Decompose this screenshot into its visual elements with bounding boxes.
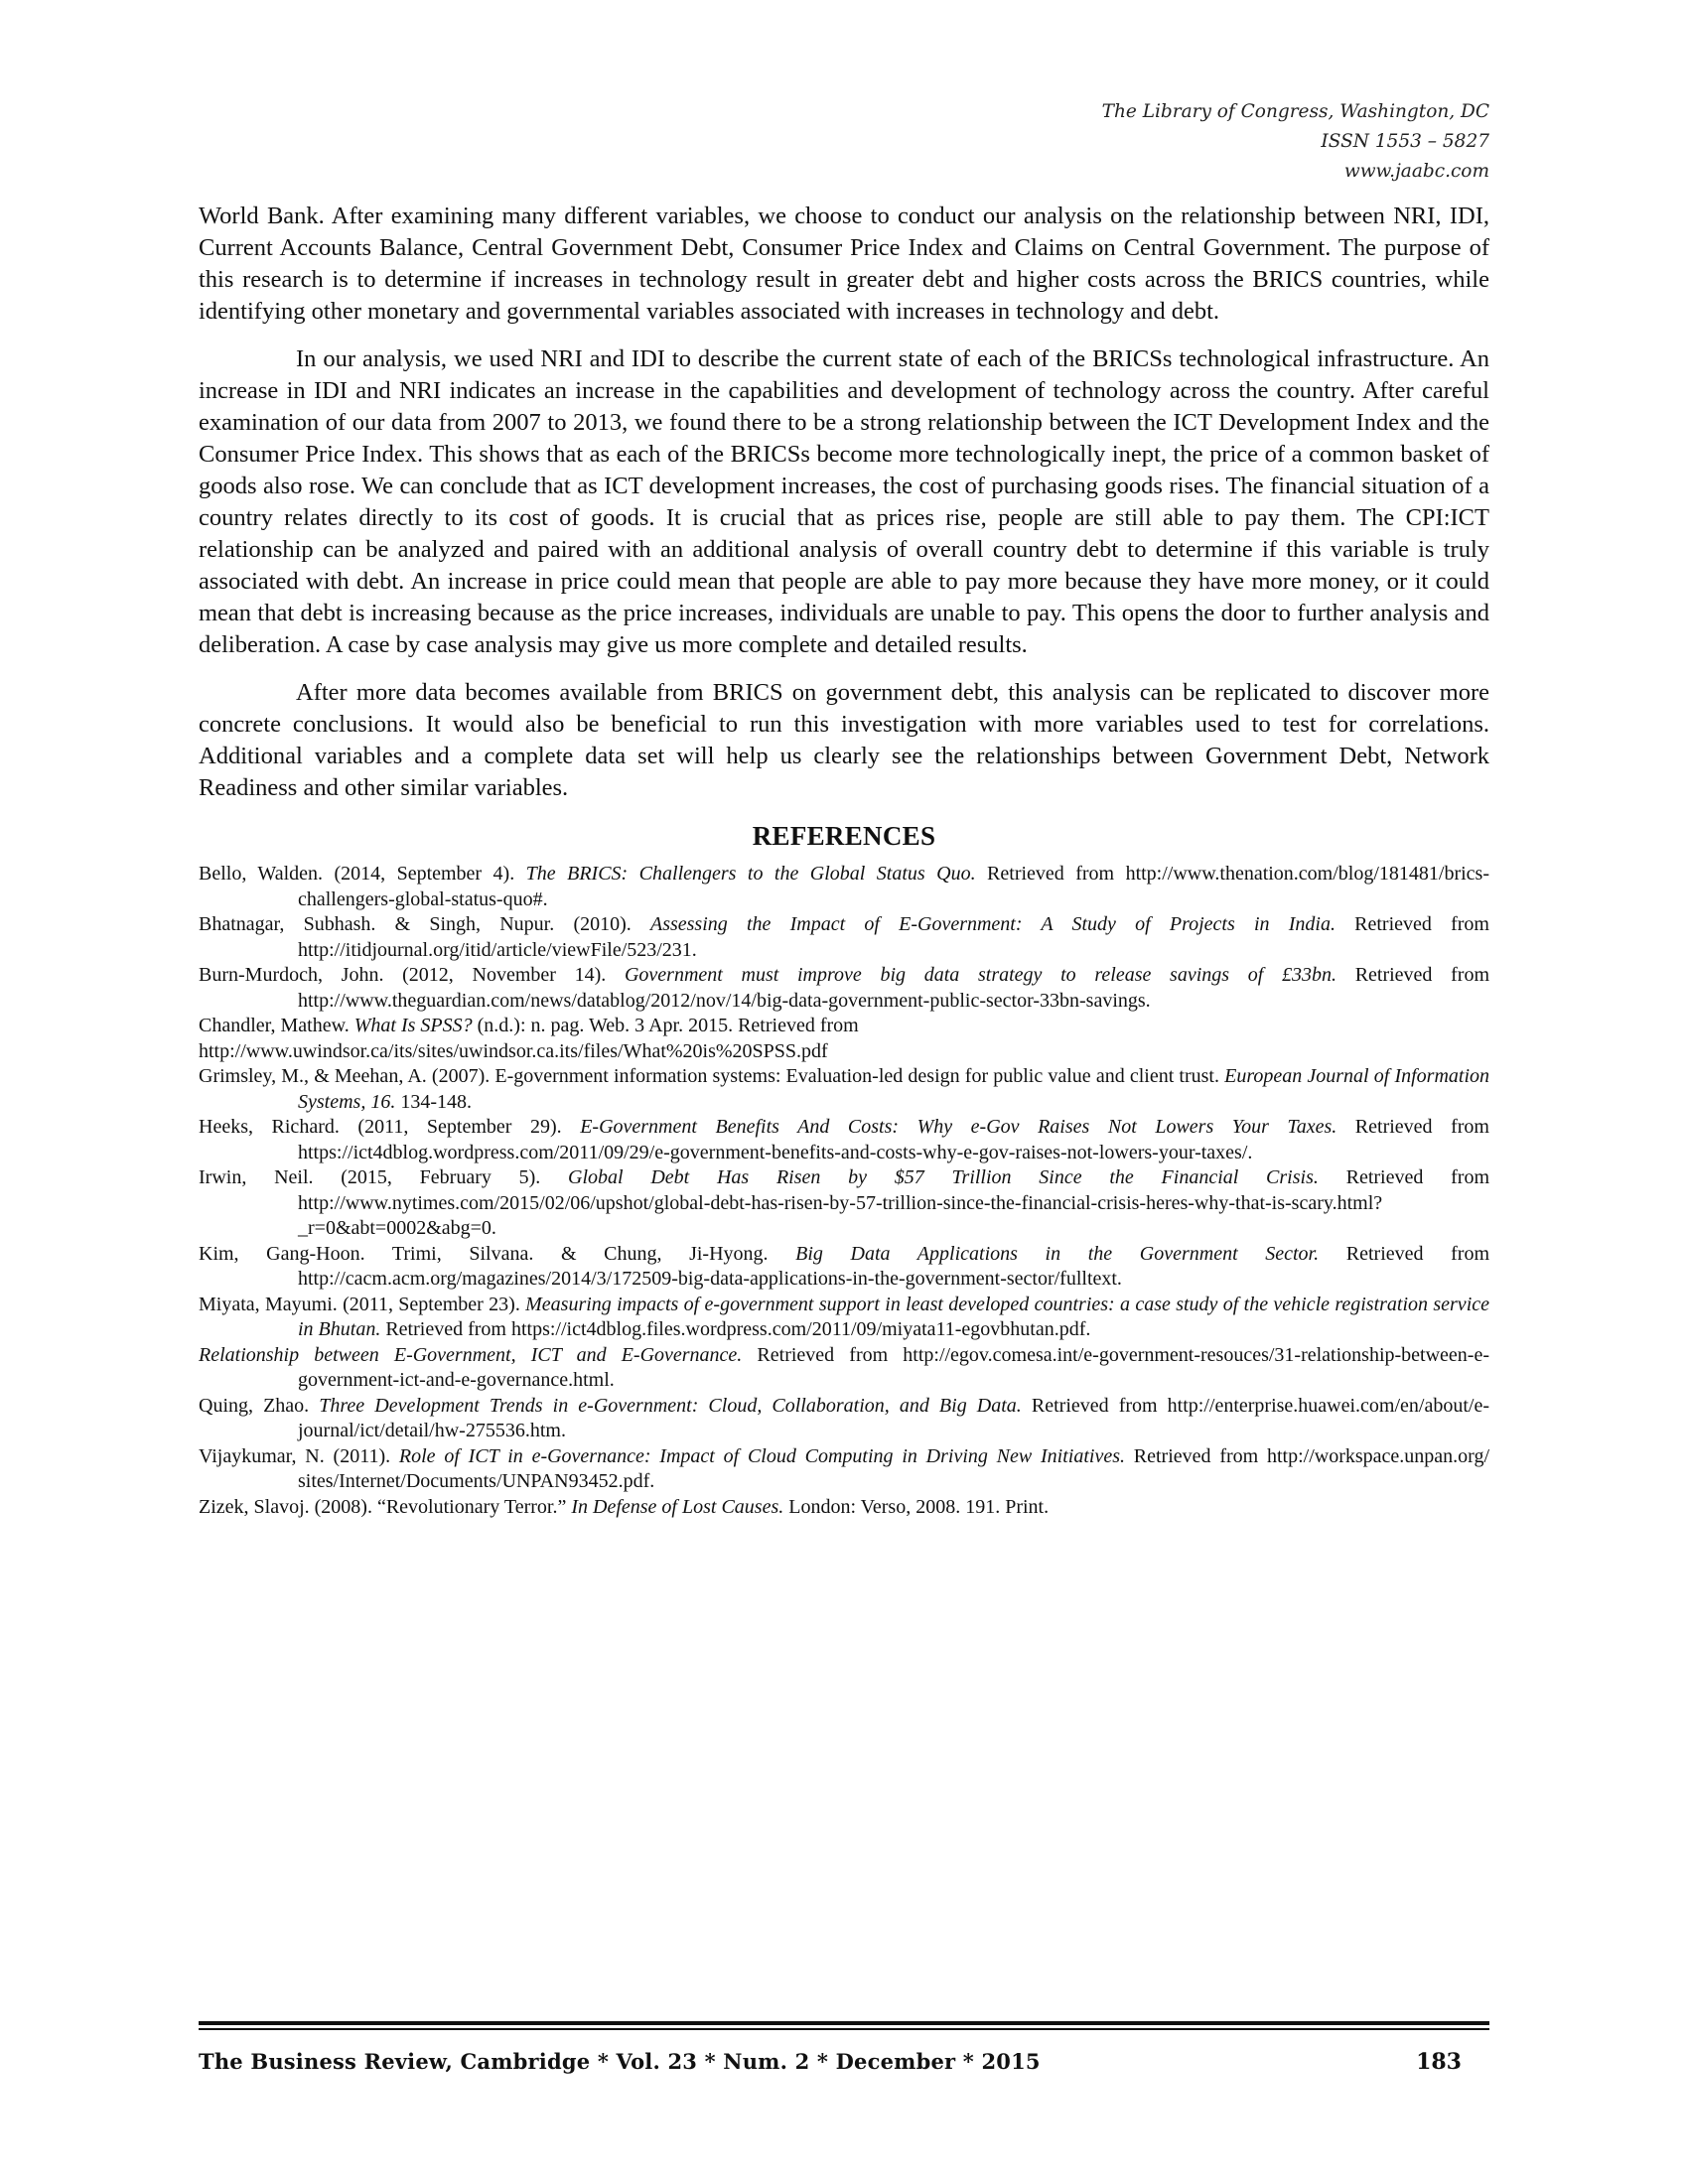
running-header — [1102, 97, 1489, 187]
reference-pre: Burn-Murdoch, John. (2012, November 14). — [199, 964, 625, 986]
reference-pre: Grimsley, M., & Meehan, A. (2007). E-government information systems: Evaluation-led design for public value and client trust. — [199, 1065, 1225, 1087]
reference-title: Big Data Applications in the Government Sector. — [795, 1242, 1320, 1265]
reference-post: London: Verso, 2008. 191. Print. — [783, 1495, 1050, 1518]
reference-title: What Is SPSS? — [353, 1015, 473, 1036]
reference-item — [199, 963, 1489, 1014]
reference-pre: Quing, Zhao. — [199, 1394, 320, 1417]
reference-pre: Vijaykumar, N. (2011). — [199, 1444, 399, 1467]
reference-pre: Heeks, Richard. (2011, September 29). — [199, 1116, 581, 1138]
reference-post: Retrieved from http://www.theguardian.com/news/datablog/2012/nov/14/big-data-government-public-sector-33bn-savings. — [298, 964, 1490, 1012]
reference-pre: Bhatnagar, Subhash. & Singh, Nupur. (2010). — [199, 913, 650, 935]
body-paragraph-1: World Bank. After examining many different variables, we choose to conduct our analysis on the relationship between NRI, IDI, Current Accounts Balance, Central Government Debt, Consumer Price Index and Claims on Central Government. The purpose of this research is to determine if increases in technology result in greater debt and higher costs across the BRICS countries, while identifying other monetary and governmental variables associated with increases in technology and debt. — [199, 203, 1489, 325]
reference-pre: Zizek, Slavoj. (2008). “Revolutionary Terror.” — [199, 1495, 572, 1518]
reference-item — [199, 1495, 1489, 1521]
reference-item — [199, 1343, 1489, 1394]
footer-rule-thick — [199, 2021, 1489, 2025]
header-issn: ISSN 1553 – 5827 — [1321, 131, 1489, 152]
reference-item — [199, 1064, 1489, 1115]
reference-title: Three Development Trends in e-Government: Cloud, Collaboration, and Big Data. — [319, 1394, 1022, 1417]
reference-pre: http://www.uwindsor.ca/its/sites/uwindsor.ca.its/files/What%20is%20SPSS.pdf — [199, 1039, 828, 1062]
reference-title: Role of ICT in e-Governance: Impact of Cloud Computing in Driving New Initiatives. — [398, 1444, 1125, 1467]
body-paragraph-2: In our analysis, we used NRI and IDI to describe the current state of each of the BRICSs technological infrastructure. An increase in IDI and NRI indicates an increase in the capabilities and development of technology across the country. After careful examination of our data from 2007 to 2013, we found there to be a strong relationship between the ICT Development Index and the Consumer Price Index. This shows that as each of the BRICSs become more technologically inept, the price of a common basket of goods also rose. We can conclude that as ICT development increases, the cost of purchasing goods rises. The financial situation of a country relates directly to its cost of goods. It is crucial that as prices rise, people are still able to pay them. The CPI:ICT relationship can be analyzed and paired with an additional analysis of overall country debt to determine if this variable is truly associated with debt. An increase in price could mean that people are able to pay more because they have more money, or it could mean that debt is increasing because as the price increases, individuals are unable to pay. This opens the door to further analysis and deliberation. A case by case analysis may give us more complete and detailed results. — [199, 345, 1489, 658]
reference-title: The BRICS: Challengers to the Global Status Quo. — [525, 863, 976, 885]
reference-item — [199, 862, 1489, 912]
reference-item — [199, 1394, 1489, 1444]
reference-post: Retrieved from http://workspace.unpan.org/ sites/Internet/Documents/UNPAN93452.pdf. — [298, 1444, 1490, 1492]
reference-item — [199, 1165, 1489, 1242]
reference-title: Assessing the Impact of E-Government: A Study of Projects in India. — [649, 913, 1336, 935]
reference-pre: Bello, Walden. (2014, September 4). — [199, 863, 526, 885]
reference-post: 134-148. — [395, 1090, 472, 1113]
reference-pre: Miyata, Mayumi. (2011, September 23). — [199, 1293, 526, 1315]
reference-title: E-Government Benefits And Costs: Why e-Gov Raises Not Lowers Your Taxes. — [580, 1116, 1337, 1138]
reference-pre: Chandler, Mathew. — [199, 1015, 354, 1036]
references-heading: REFERENCES — [752, 821, 936, 851]
reference-item — [199, 912, 1489, 963]
reference-item — [199, 1293, 1489, 1343]
footer-rule-thin — [199, 2028, 1489, 2030]
main-content — [199, 201, 1489, 1520]
reference-post: Retrieved from http://cacm.acm.org/magazines/2014/3/172509-big-data-applications-in-the-government-sector/fulltext. — [298, 1242, 1490, 1290]
reference-post: Retrieved from https://ict4dblog.files.wordpress.com/2011/09/miyata11-egovbhutan.pdf. — [380, 1318, 1091, 1340]
body-paragraph-3: After more data becomes available from BRICS on government debt, this analysis can be replicated to discover more concrete conclusions. It would also be beneficial to run this investigation with more variables used to test for correlations. Additional variables and a complete data set will help us clearly see the relationships between Government Debt, Network Readiness and other similar variables. — [199, 679, 1489, 801]
reference-post: Retrieved from http://www.nytimes.com/2015/02/06/upshot/global-debt-has-risen-by-57-trillion-since-the-financial-crisis-heres-why-that-is-scary.html?_r=0&abt=0002&abg=0. — [298, 1166, 1489, 1239]
reference-post: Retrieved from http://itidjournal.org/itid/article/viewFile/523/231. — [298, 913, 1489, 961]
reference-title: Measuring impacts of e-government support in least developed countries: a case study of the vehicle registration service in Bhutan. — [298, 1293, 1489, 1340]
reference-title: Relationship between E-Government, ICT and E-Governance. — [199, 1343, 743, 1366]
reference-item — [199, 1444, 1489, 1495]
reference-post: Retrieved from http://egov.comesa.int/e-government-resouces/31-relationship-between-e-government-ict-and-e-governance.html. — [298, 1343, 1489, 1391]
reference-post: Retrieved from http://enterprise.huawei.com/en/about/e-journal/ict/detail/hw-275536.htm. — [298, 1394, 1490, 1441]
reference-title: European Journal of Information Systems, 16. — [298, 1065, 1489, 1113]
reference-title: Global Debt Has Risen by $57 Trillion Since the Financial Crisis. — [568, 1166, 1319, 1188]
reference-item — [199, 1242, 1489, 1293]
reference-pre: Kim, Gang-Hoon. Trimi, Silvana. & Chung, Ji-Hyong. — [199, 1242, 796, 1265]
references-list — [199, 862, 1489, 1520]
footer-journal: The Business Review, Cambridge * Vol. 23 * Num. 2 * December * 2015 — [199, 2049, 1041, 2074]
reference-title: In Defense of Lost Causes. — [571, 1495, 784, 1518]
reference-pre: Irwin, Neil. (2015, February 5). — [199, 1166, 569, 1188]
reference-item — [199, 1014, 1489, 1039]
header-website: www.jaabc.com — [1343, 161, 1489, 182]
header-publisher: The Library of Congress, Washington, DC — [1101, 101, 1489, 122]
reference-title: Government must improve big data strategy to release savings of £33bn. — [624, 964, 1336, 986]
reference-item — [199, 1039, 1489, 1065]
reference-item — [199, 1115, 1489, 1165]
reference-post: Retrieved from http://www.thenation.com/blog/181481/brics-challengers-global-status-quo#. — [298, 863, 1490, 910]
reference-post: Retrieved from https://ict4dblog.wordpress.com/2011/09/29/e-government-benefits-and-costs-why-e-gov-raises-not-lowers-your-taxes/. — [298, 1116, 1489, 1163]
page-number: 183 — [1416, 2049, 1462, 2075]
reference-post: (n.d.): n. pag. Web. 3 Apr. 2015. Retrieved from — [472, 1015, 859, 1036]
